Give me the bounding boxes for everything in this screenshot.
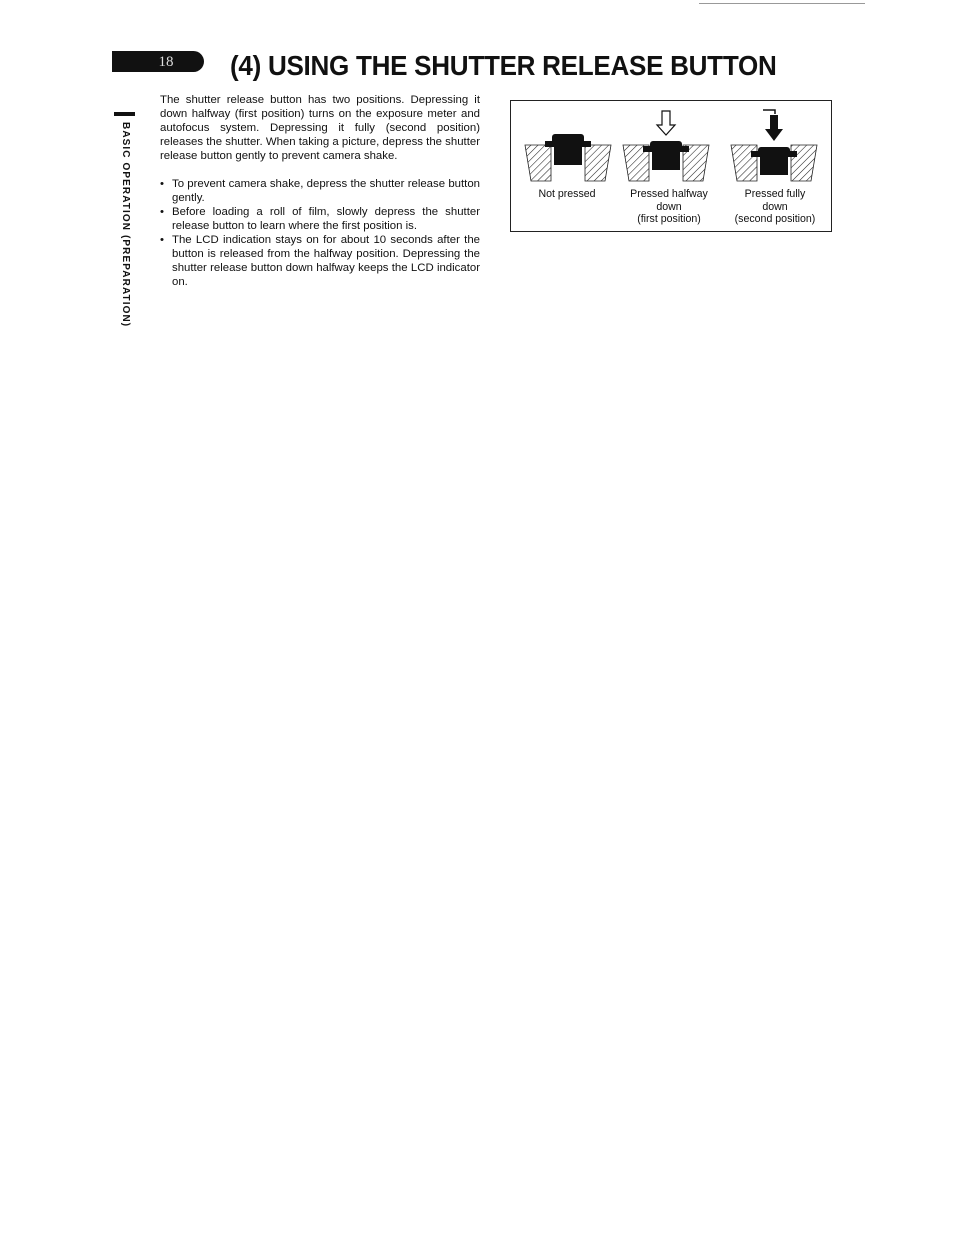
button-fully-pressed-icon [731, 145, 817, 181]
caption-line: (second position) [734, 213, 816, 225]
list-item [160, 205, 480, 233]
list-item-text: Before loading a roll of film, slowly depress the shutter release button to learn where the first position is. [172, 206, 480, 232]
caption-line: down [762, 200, 788, 213]
caption-line: Not pressed [538, 188, 596, 200]
side-section-label: BASIC OPERATION (PREPARATION) [120, 122, 131, 328]
outline-down-arrow-icon [657, 111, 675, 135]
caption-fully [725, 188, 825, 226]
body-text [160, 93, 480, 289]
page-number: 18 [158, 54, 174, 70]
button-halfway-icon [623, 141, 709, 181]
caption-line: down [656, 200, 682, 213]
caption-not-pressed [525, 188, 609, 201]
caption-halfway [621, 188, 717, 226]
intro-paragraph: The shutter release button has two positions. Depressing it down halfway (first position) turns on the exposure meter and autofocus system. Depressing it fully (second position) releases the shutter. When taking a picture, depress the shutter release button gently to prevent camera shake. [160, 94, 480, 162]
list-item-text: The LCD indication stays on for about 10 seconds after the button is released from the halfway position. Depressing the shutter release button down halfway keeps the LCD indicator on. [172, 234, 480, 288]
button-not-pressed-icon [525, 134, 611, 181]
shutter-positions-illustration [511, 101, 831, 185]
page-title: (4) USING THE SHUTTER RELEASE BUTTON [230, 50, 777, 81]
solid-down-arrow-icon [763, 110, 783, 141]
list-item-text: To prevent camera shake, depress the shutter release button gently. [172, 178, 480, 204]
caption-line: Pressed halfway [630, 188, 708, 200]
bullet-dot: • [160, 234, 164, 246]
list-item [160, 177, 480, 205]
side-marker-bar [114, 112, 135, 116]
bullet-dot: • [160, 178, 164, 190]
list-item [160, 233, 480, 289]
bullet-dot: • [160, 206, 164, 218]
caption-line: Pressed fully [744, 188, 806, 200]
top-rule [699, 3, 865, 4]
tips-list [160, 177, 480, 289]
caption-line: (first position) [637, 213, 701, 225]
shutter-positions-figure [510, 100, 832, 232]
